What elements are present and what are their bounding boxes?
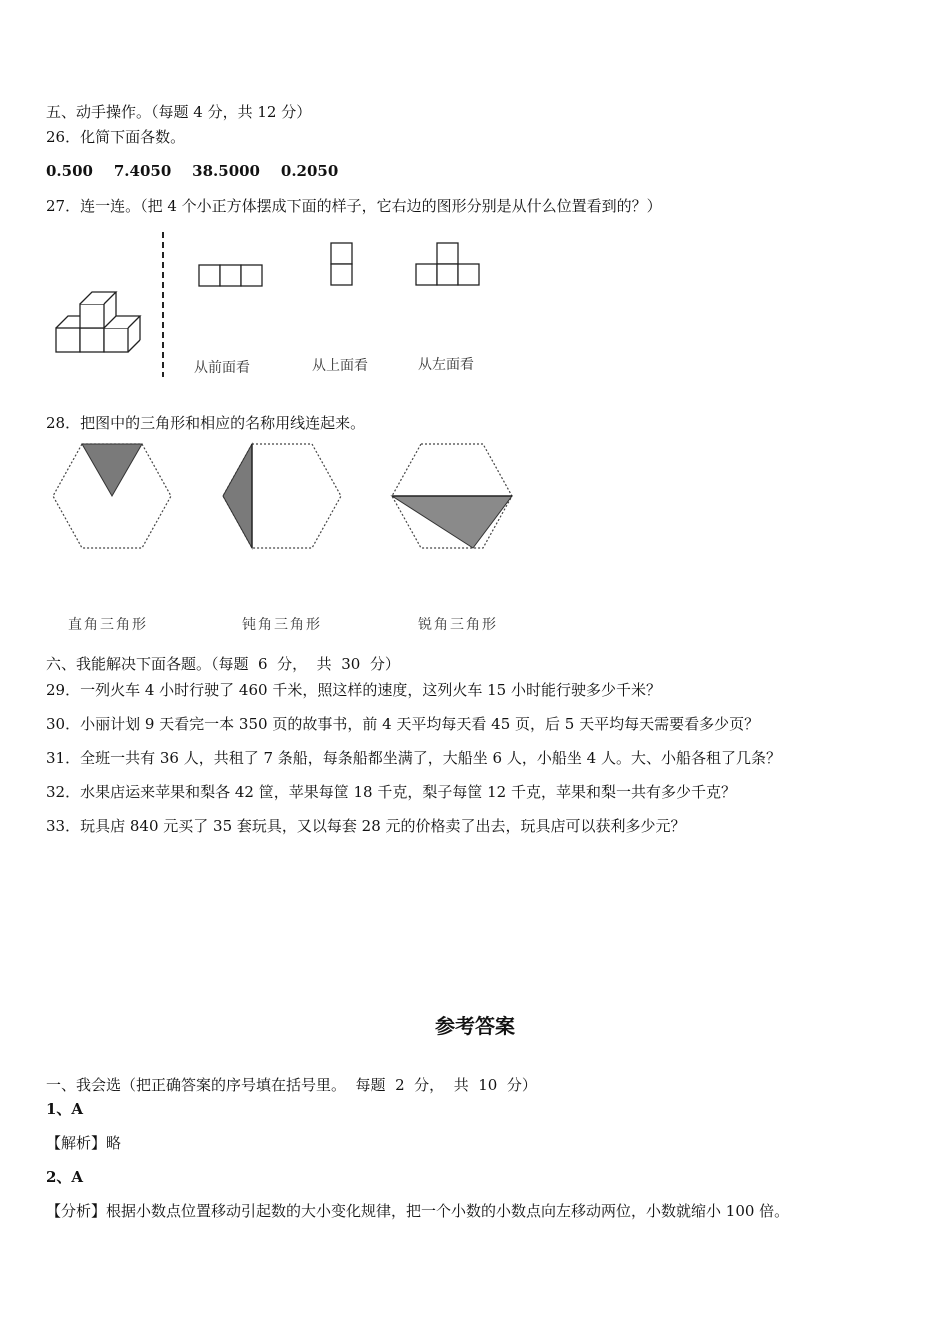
hexagon-figure-3 [391, 442, 515, 552]
view-label-front: 从前面看 [194, 360, 250, 376]
cube-stack-figure [54, 288, 149, 358]
answer-2: 2、A [46, 1168, 84, 1186]
left-view-shape [415, 242, 482, 288]
name-right-triangle: 直角三角形 [68, 617, 148, 633]
answer-1: 1、A [46, 1100, 84, 1118]
q29-text: 29．一列火车 4 小时行驶了 460 千米，照这样的速度，这列火车 15 小时能行驶多少千米？ [46, 681, 661, 699]
answers-title: 参考答案 [435, 1014, 515, 1038]
q26-numbers: 0.500 7.4050 38.5000 0.2050 [46, 162, 339, 180]
q26-text: 26．化简下面各数。 [46, 128, 186, 146]
q31-text: 31．全班一共有 36 人，共租了 7 条船，每条船都坐满了，大船坐 6 人，小船坐 4 人。大、小船各租了几条？ [46, 749, 781, 767]
name-acute-triangle: 锐角三角形 [418, 617, 498, 633]
dashed-divider [160, 232, 166, 377]
hexagon-figure-1 [52, 442, 174, 552]
name-obtuse-triangle: 钝角三角形 [242, 617, 322, 633]
view-label-left: 从左面看 [418, 357, 474, 373]
front-view-shape [198, 264, 265, 288]
q27-text: 27．连一连。（把 4 个小正方体摆成下面的样子，它右边的图形分别是从什么位置看到的？） [46, 197, 662, 215]
answer-1-analysis: 【解析】略 [46, 1134, 122, 1152]
section5-heading: 五、动手操作。（每题 4 分，共 12 分） [46, 103, 312, 121]
q28-text: 28．把图中的三角形和相应的名称用线连起来。 [46, 414, 366, 432]
view-label-top: 从上面看 [312, 358, 368, 374]
answer-2-analysis: 【分析】根据小数点位置移动引起数的大小变化规律，把一个小数的小数点向左移动两位，小数就缩小 100 倍。 [46, 1202, 790, 1220]
top-view-shape [330, 242, 354, 288]
section6-heading: 六、我能解决下面各题。（每题 6 分， 共 30 分） [46, 655, 400, 673]
q32-text: 32．水果店运来苹果和梨各 42 筐，苹果每筐 18 千克，梨子每筐 12 千克，苹果和梨一共有多少千克？ [46, 783, 736, 801]
hexagon-figure-2 [222, 442, 344, 552]
q30-text: 30．小丽计划 9 天看完一本 350 页的故事书，前 4 天平均每天看 45 页，后 5 天平均每天需要看多少页？ [46, 715, 760, 733]
answers-section1-heading: 一、我会选（把正确答案的序号填在括号里。 每题 2 分， 共 10 分） [46, 1076, 537, 1094]
q33-text: 33．玩具店 840 元买了 35 套玩具，又以每套 28 元的价格卖了出去，玩具店可以获利多少元？ [46, 817, 686, 835]
